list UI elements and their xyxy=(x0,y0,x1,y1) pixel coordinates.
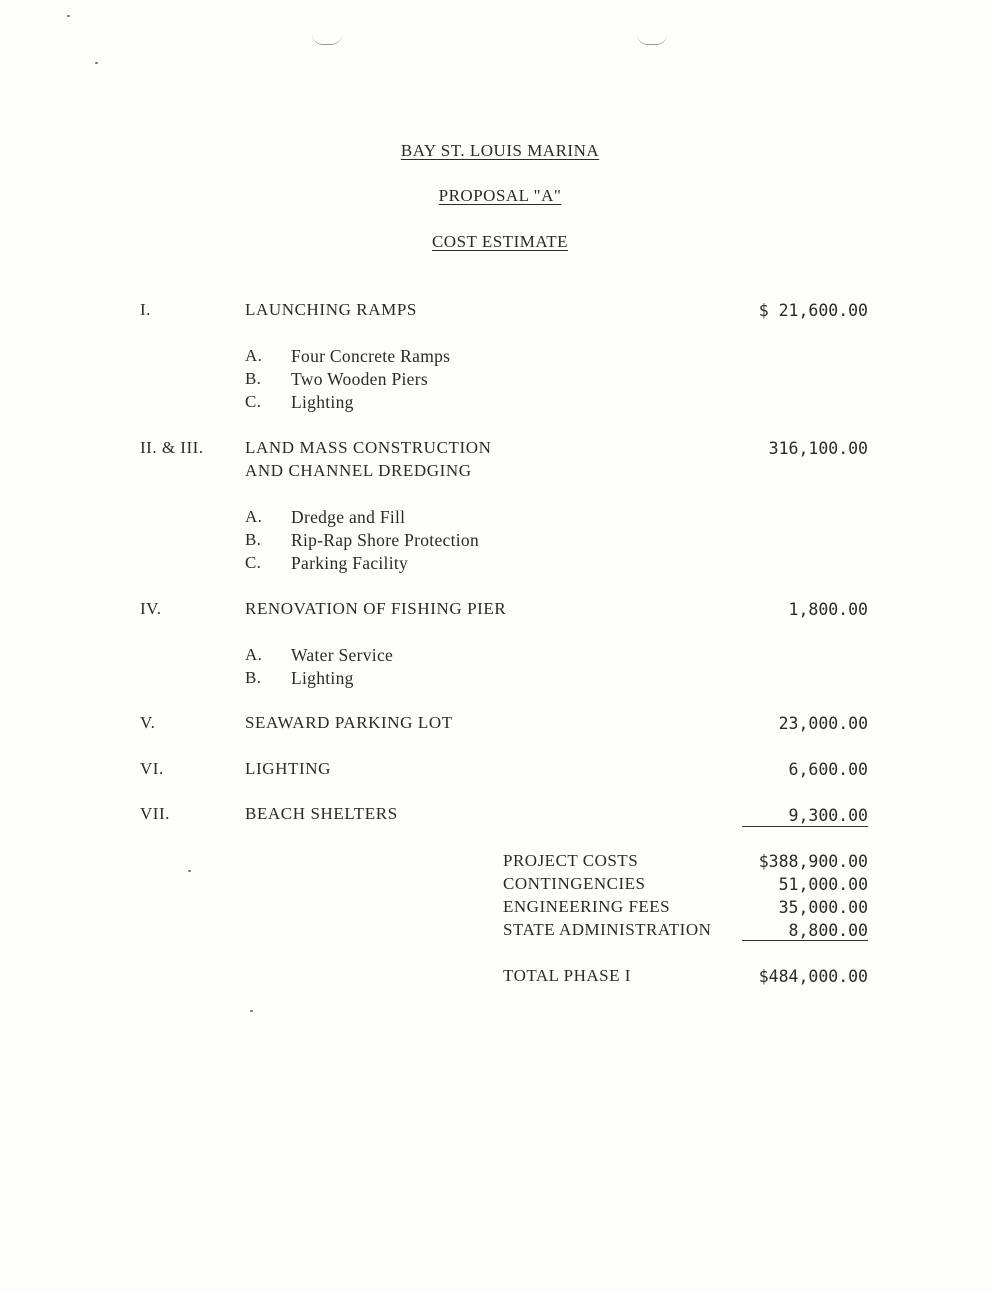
section-numeral: II. & III. xyxy=(140,438,204,457)
item-text: Rip-Rap Shore Protection xyxy=(291,530,480,550)
item-text: Lighting xyxy=(291,668,354,688)
paper-speck xyxy=(250,1010,253,1012)
subtotal-rule xyxy=(742,826,868,827)
item-letter: A. xyxy=(245,507,263,526)
item-text: Four Concrete Ramps xyxy=(291,346,451,366)
item-text: Water Service xyxy=(291,645,394,665)
item-letter: A. xyxy=(245,645,263,664)
section-numeral: V. xyxy=(140,713,156,732)
section-amount: 316,100.00 xyxy=(768,439,868,458)
item-text: Lighting xyxy=(291,392,354,412)
summary-amount: 8,800.00 xyxy=(788,921,868,940)
total-amount: $484,000.00 xyxy=(758,967,868,986)
section-title-continued: AND CHANNEL DREDGING xyxy=(245,461,472,480)
section-title: SEAWARD PARKING LOT xyxy=(245,713,453,732)
item-text: Parking Facility xyxy=(291,553,409,573)
paper-speck xyxy=(67,15,70,17)
total-label: TOTAL PHASE I xyxy=(503,966,631,985)
summary-label: STATE ADMINISTRATION xyxy=(503,920,712,939)
item-text: Dredge and Fill xyxy=(291,507,406,527)
item-letter: A. xyxy=(245,346,263,365)
section-title: LAND MASS CONSTRUCTION xyxy=(245,438,492,457)
punch-hole-mark xyxy=(637,34,667,45)
section-amount: 1,800.00 xyxy=(788,600,868,619)
section-numeral: VI. xyxy=(140,759,164,778)
summary-amount: 51,000.00 xyxy=(778,875,868,894)
summary-label: ENGINEERING FEES xyxy=(503,897,671,916)
section-title: LIGHTING xyxy=(245,759,331,778)
item-text: Two Wooden Piers xyxy=(291,369,428,389)
section-title: LAUNCHING RAMPS xyxy=(245,300,417,319)
punch-hole-mark xyxy=(312,34,342,45)
paper-speck xyxy=(188,870,191,872)
section-amount: $ 21,600.00 xyxy=(758,301,868,320)
item-letter: C. xyxy=(245,553,262,572)
item-letter: B. xyxy=(245,668,262,687)
summary-label: CONTINGENCIES xyxy=(503,874,646,893)
proposal-label: PROPOSAL "A" xyxy=(438,186,562,205)
section-title: BEACH SHELTERS xyxy=(245,804,398,823)
paper-speck xyxy=(95,62,98,64)
item-letter: B. xyxy=(245,530,262,549)
section-amount: 6,600.00 xyxy=(788,760,868,779)
document-title: BAY ST. LOUIS MARINA xyxy=(400,141,600,160)
section-amount: 9,300.00 xyxy=(788,806,868,825)
section-amount: 23,000.00 xyxy=(778,714,868,733)
total-rule xyxy=(742,940,868,941)
section-numeral: VII. xyxy=(140,804,170,823)
document-subtitle: COST ESTIMATE xyxy=(431,232,569,251)
item-letter: B. xyxy=(245,369,262,388)
summary-label: PROJECT COSTS xyxy=(503,851,639,870)
section-numeral: IV. xyxy=(140,599,162,618)
section-title: RENOVATION OF FISHING PIER xyxy=(245,599,507,618)
item-letter: C. xyxy=(245,392,262,411)
section-numeral: I. xyxy=(140,300,151,319)
summary-amount: 35,000.00 xyxy=(778,898,868,917)
summary-amount: $388,900.00 xyxy=(758,852,868,871)
